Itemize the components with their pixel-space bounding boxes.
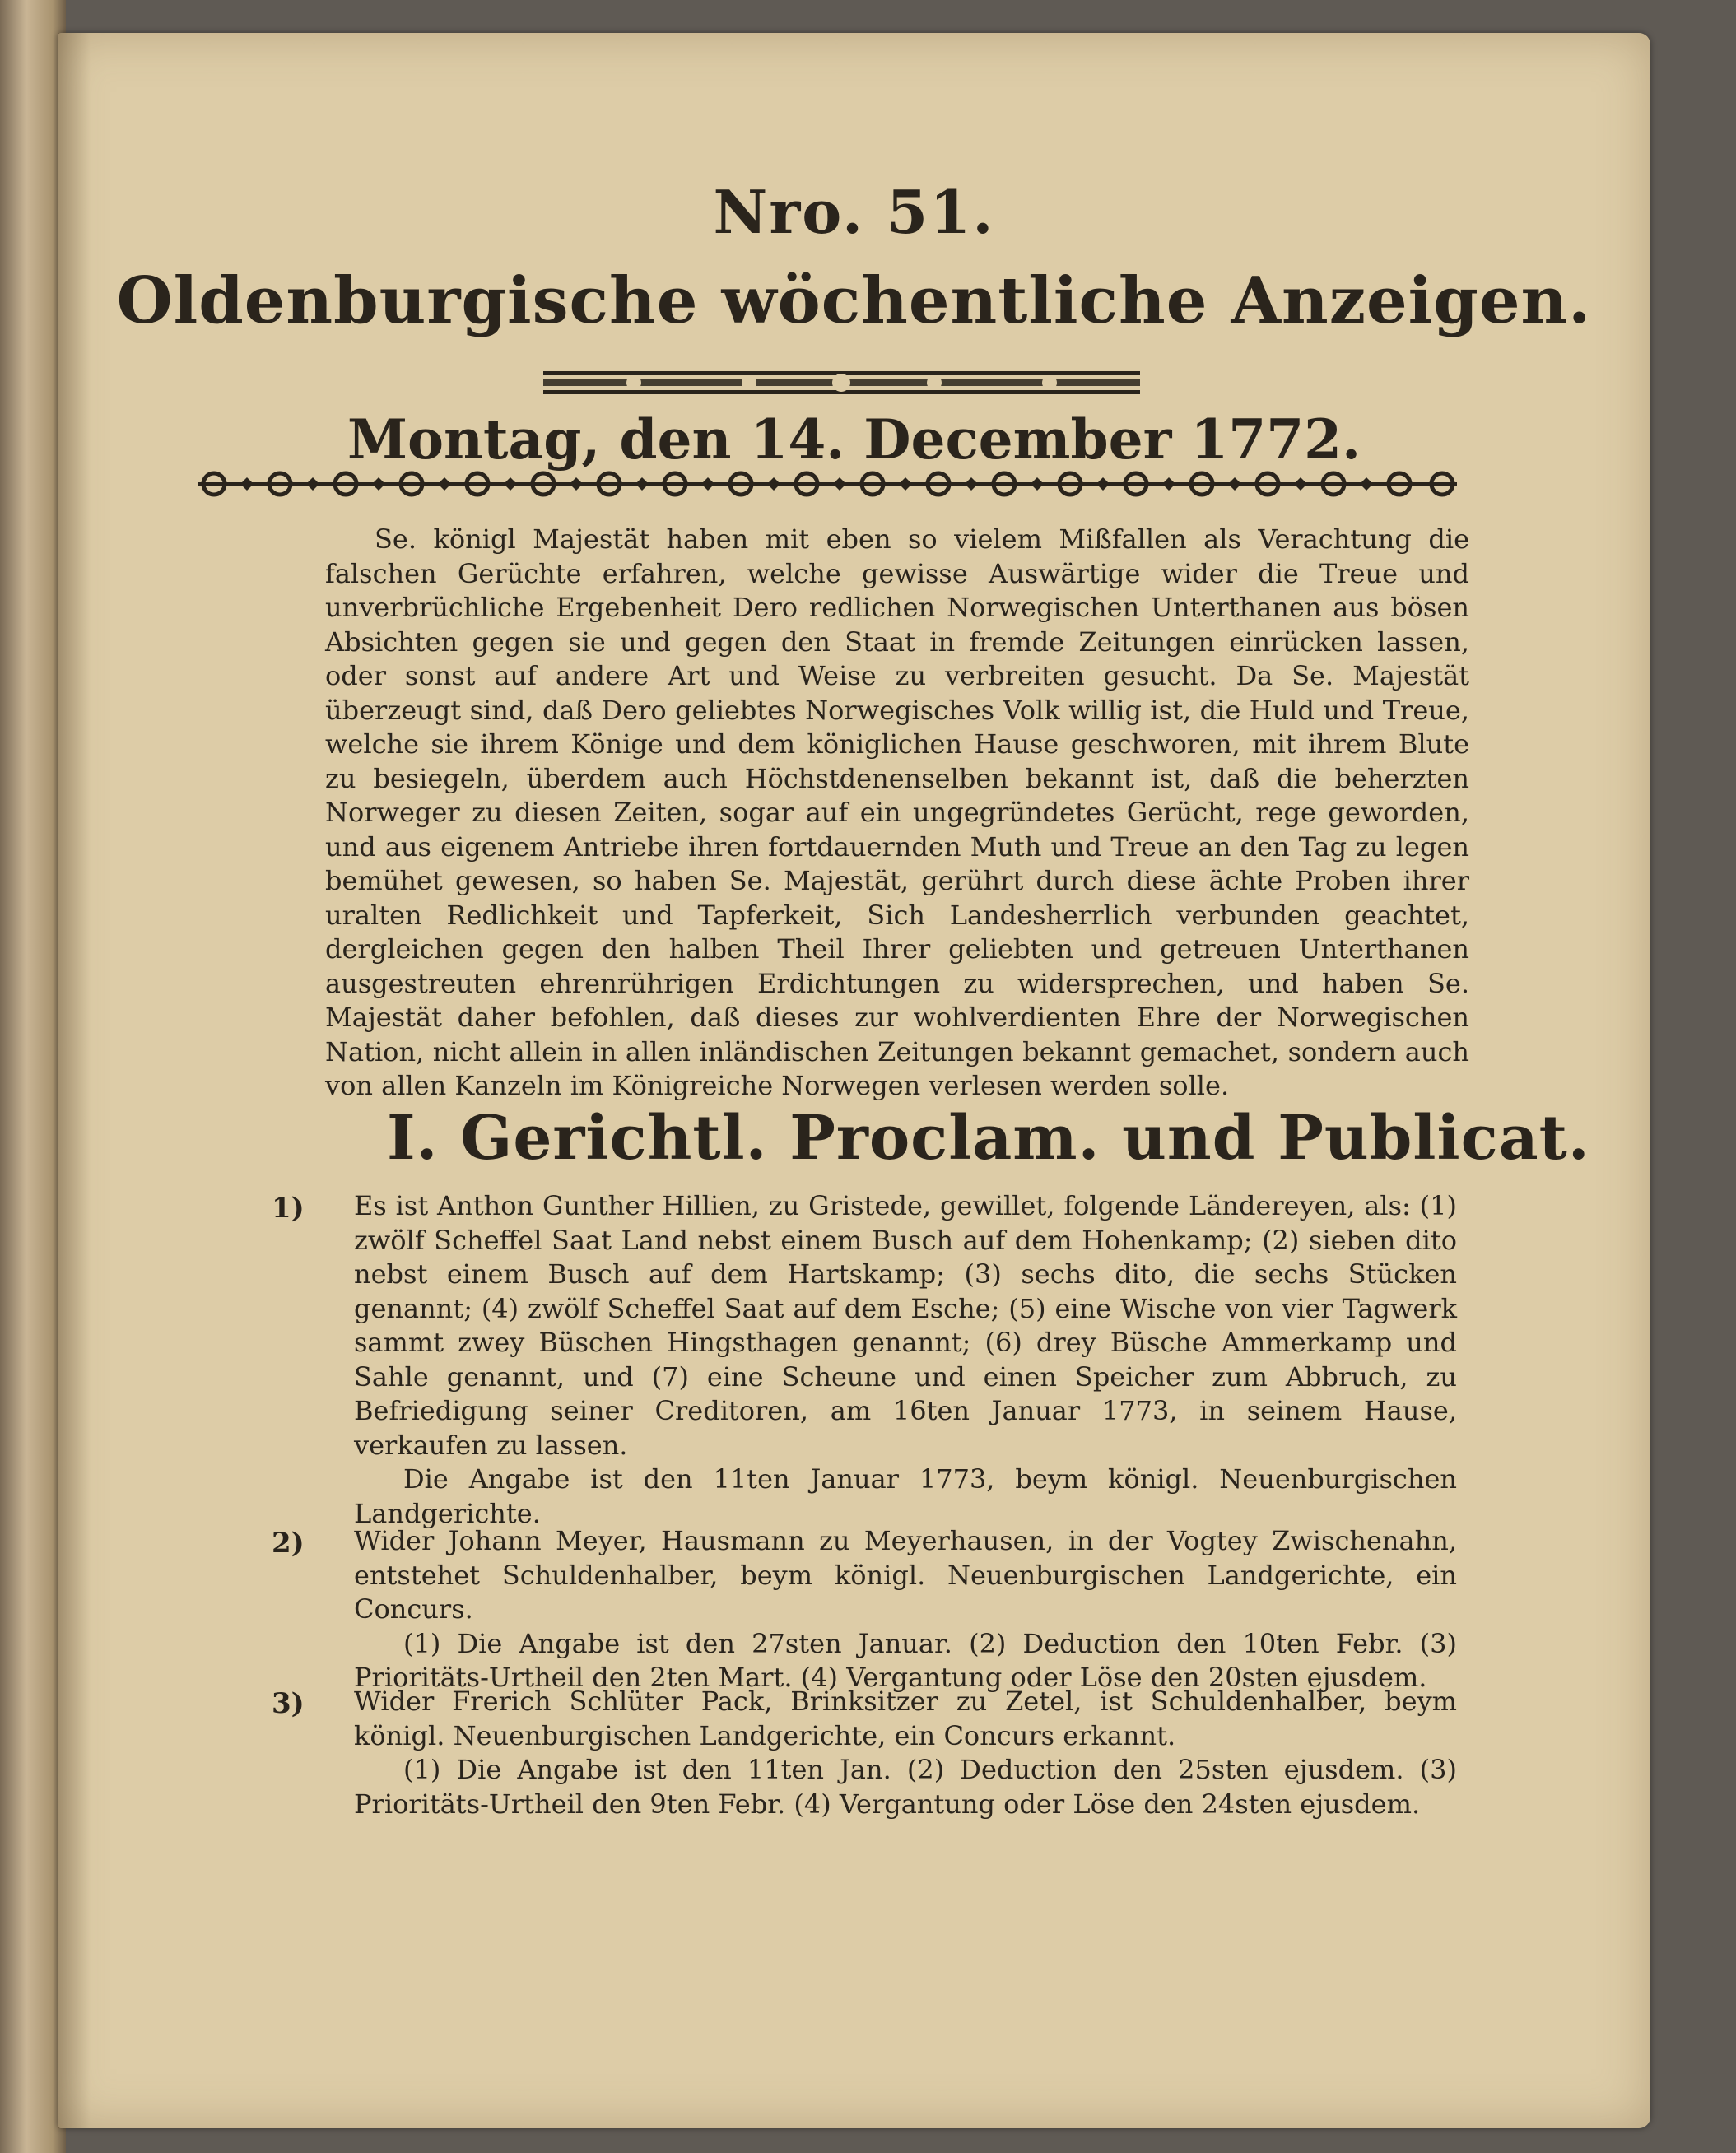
royal-proclamation xyxy=(325,523,1469,1104)
proclamation-paragraph: Se. königl Majestät haben mit eben so vielem Mißfallen als Verachtung die falschen Gerüchte erfahren, welche gewisse Auswärtige wider die Treue und unverbrüchliche Ergebenheit Dero redlichen Norwegischen Unterthanen aus bösen Absichten gegen sie und gegen den Staat in fremde Zeitungen einrücken lassen, oder sonst auf andere Art und Weise zu verbreiten gesucht. Da Se. Majestät überzeugt sind, daß Dero geliebtes Norwegisches Volk willig ist, die Huld und Treue, welche sie ihrem Könige und dem königlichen Hause geschworen, mit ihrem Blute zu besiegeln, überdem auch Höchstdenenselben bekannt ist, daß die beherzten Norweger zu diesen Zeiten, sogar auf ein ungegründetes Gerücht, rege geworden, und aus eigenem Antriebe ihren fortdauernden Muth und Treue an den Tag zu legen bemühet gewesen, so haben Se. Majestät, gerührt durch diese ächte Proben ihrer uralten Redlichkeit und Tapferkeit, Sich Landesherrlich verbunden geachtet, dergleichen gegen den halben Theil Ihrer geliebten und getreuen Unterthanen ausgestreuten ehrenrührigen Erdichtungen zu widersprechen, und haben Se. Majestät daher befohlen, daß dieses zur wohlverdienten Ehre der Norwegischen Nation, nicht allein in allen inländischen Zeitungen bekannt gemachet, sondern auch von allen Kanzeln im Königreiche Norwegen verlesen werden solle. xyxy=(325,523,1469,1101)
issue-number: Nro. 51. xyxy=(713,177,995,247)
issue-date: Montag, den 14. December 1772. xyxy=(347,407,1361,472)
entry-number: 2) xyxy=(272,1527,305,1560)
entry-2 xyxy=(354,1524,1457,1695)
entry-body: Wider Johann Meyer, Hausmann zu Meyerhausen, in der Vogtey Zwischenahn, entstehet Schuldenhalber, beym königl. Neuenburgischen Landgerichte, ein Concurs. xyxy=(354,1525,1457,1625)
entry-1 xyxy=(354,1189,1457,1531)
ornamental-chain-divider xyxy=(198,467,1457,500)
page-gutter-shadow xyxy=(58,33,91,2128)
entry-body: Es ist Anthon Gunther Hillien, zu Gristede, gewillet, folgende Ländereyen, als: (1) zwölf Scheffel Saat Land nebst einem Busch auf dem Hohenkamp; (2) sieben dito nebst einem Busch auf dem Hartskamp; (3) sechs dito, die sechs Stücken genannt; (4) zwölf Scheffel Saat auf dem Esche; (5) eine Wische von vier Tagwerk sammt zwey Büschen Hingsthagen genannt; (6) drey Büsche Ammerkamp und Sahle genannt, und (7) eine Scheune und einen Speicher zum Abbruch, zu Befriedigung seiner Creditoren, am 16ten Januar 1773, in seinem Hause, verkaufen zu lassen. xyxy=(354,1190,1457,1461)
section-heading: I. Gerichtl. Proclam. und Publicat. xyxy=(387,1103,1590,1174)
entry-details: Die Angabe ist den 11ten Januar 1773, beym königl. Neuenburgischen Landgerichte. xyxy=(354,1463,1457,1529)
masthead-title: Oldenburgische wöchentliche Anzeigen. xyxy=(116,263,1592,338)
entry-body: Wider Frerich Schlüter Pack, Brinksitzer zu Zetel, ist Schuldenhalber, beym königl. Neuenburgischen Landgerichte, ein Concurs erkannt. xyxy=(354,1686,1457,1751)
entry-details: (1) Die Angabe ist den 11ten Jan. (2) Deduction den 25sten ejusdem. (3) Prioritäts-Urtheil den 9ten Febr. (4) Vergantung oder Löse den 24sten ejusdem. xyxy=(354,1754,1457,1820)
entry-3 xyxy=(354,1685,1457,1821)
facing-page-edge xyxy=(0,0,66,2153)
newspaper-page xyxy=(58,33,1650,2128)
masthead-ornament-bar xyxy=(543,366,1140,399)
entry-number: 1) xyxy=(272,1192,305,1225)
entry-number: 3) xyxy=(272,1687,305,1720)
entry-details: (1) Die Angabe ist den 27sten Januar. (2) Deduction den 10ten Febr. (3) Prioritäts-Urtheil den 2ten Mart. (4) Vergantung oder Löse den 20sten ejusdem. xyxy=(354,1627,1457,1693)
